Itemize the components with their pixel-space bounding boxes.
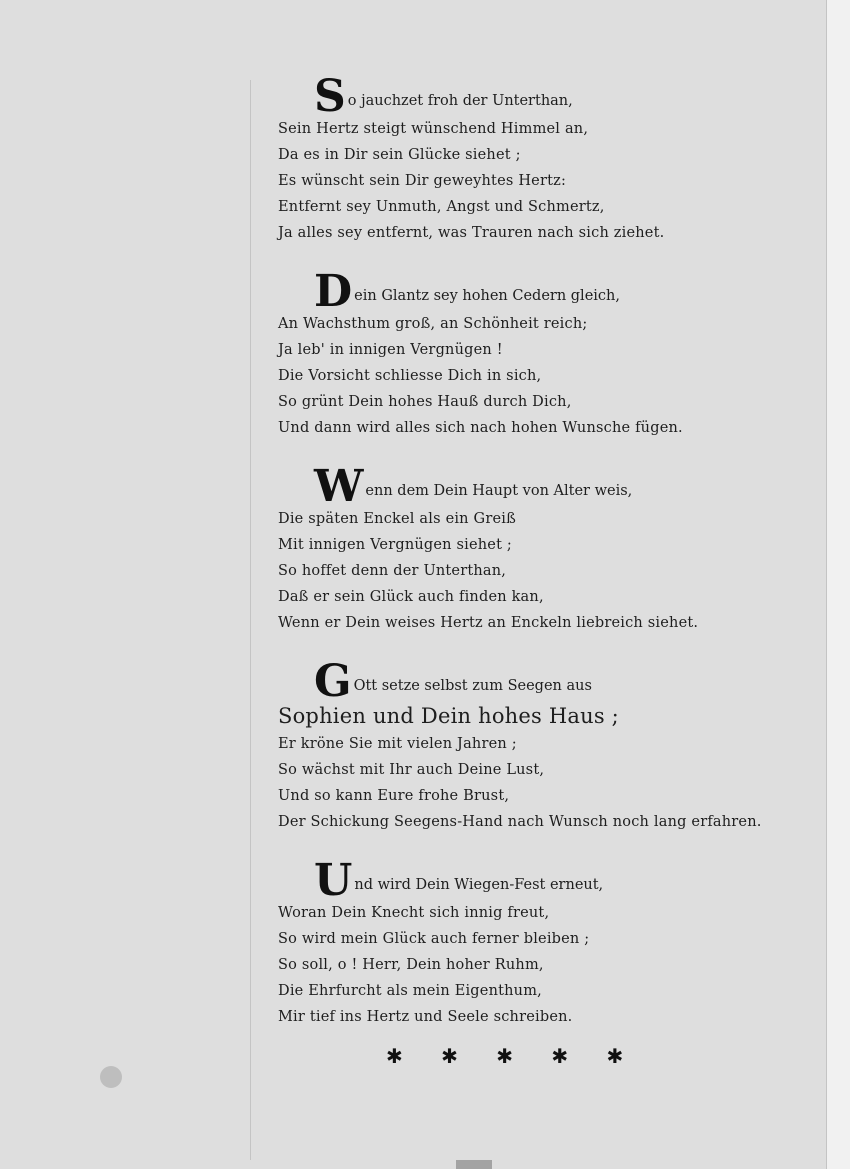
page-bottom-mark bbox=[456, 1160, 492, 1169]
verse-line: Daß er sein Glück auch finden kan, bbox=[278, 589, 544, 605]
verse-line: Mit innigen Vergnügen siehet ; bbox=[278, 537, 513, 553]
ornament-row: ✱ ✱ ✱ ✱ ✱ bbox=[386, 1044, 640, 1068]
stanza-3 bbox=[278, 461, 818, 636]
first-line-text: ein Glantz sey hohen Cedern gleich, bbox=[354, 288, 620, 304]
verse-line: So hoffet denn der Unterthan, bbox=[278, 563, 507, 579]
stanza-first-line bbox=[278, 71, 818, 122]
stanza-first-line bbox=[278, 461, 818, 512]
stanza-5 bbox=[278, 855, 818, 1030]
fold-line bbox=[250, 80, 251, 1160]
verse-line: Die Ehrfurcht als mein Eigenthum, bbox=[278, 983, 542, 999]
drop-cap-initial: W bbox=[314, 461, 364, 512]
drop-cap-initial: D bbox=[314, 266, 353, 317]
verse-line: Wenn er Dein weises Hertz an Enckeln liebreich siehet. bbox=[278, 615, 699, 631]
verse-line: So wächst mit Ihr auch Deine Lust, bbox=[278, 762, 545, 778]
verse-line: An Wachsthum groß, an Schönheit reich; bbox=[278, 316, 588, 332]
ink-smudge bbox=[100, 1066, 122, 1088]
verse-line: Die späten Enckel als ein Greiß bbox=[278, 511, 516, 527]
verse-line: So wird mein Glück auch ferner bleiben ; bbox=[278, 931, 590, 947]
first-line-text: o jauchzet froh der Unterthan, bbox=[347, 93, 573, 109]
verse-line: So grünt Dein hohes Hauß durch Dich, bbox=[278, 394, 572, 410]
verse-line: Sein Hertz steigt wünschend Himmel an, bbox=[278, 121, 589, 137]
drop-cap-initial: U bbox=[314, 855, 353, 906]
drop-cap-initial: S bbox=[314, 71, 346, 122]
verse-line: So soll, o ! Herr, Dein hoher Ruhm, bbox=[278, 957, 544, 973]
stanza-first-line bbox=[278, 266, 818, 317]
verse-line: Mir tief ins Hertz und Seele schreiben. bbox=[278, 1009, 573, 1025]
verse-line: Da es in Dir sein Glücke siehet ; bbox=[278, 147, 521, 163]
stanza-first-line bbox=[278, 855, 818, 906]
first-line-text: enn dem Dein Haupt von Alter weis, bbox=[365, 483, 633, 499]
verse-line: Und dann wird alles sich nach hohen Wunsche fügen. bbox=[278, 420, 683, 436]
verse-line: Ja leb' in innigen Vergnügen ! bbox=[278, 342, 503, 358]
stanza-first-line bbox=[278, 656, 818, 707]
verse-line: Ja alles sey entfernt, was Trauren nach sich ziehet. bbox=[278, 225, 665, 241]
stanza-1 bbox=[278, 71, 818, 246]
scanner-edge bbox=[826, 0, 850, 1169]
verse-line: Die Vorsicht schliesse Dich in sich, bbox=[278, 368, 542, 384]
verse-line-emphasized: Sophien und Dein hohes Haus ; bbox=[278, 704, 619, 728]
verse-line: Woran Dein Knecht sich innig freut, bbox=[278, 905, 550, 921]
first-line-text: Ott setze selbst zum Seegen aus bbox=[353, 678, 592, 694]
poem bbox=[278, 71, 818, 1069]
first-line-text: nd wird Dein Wiegen-Fest erneut, bbox=[354, 877, 604, 893]
stanza-2 bbox=[278, 266, 818, 441]
verse-line: Und so kann Eure frohe Brust, bbox=[278, 788, 510, 804]
verse-line: Es wünscht sein Dir geweyhtes Hertz: bbox=[278, 173, 567, 189]
stanza-4 bbox=[278, 656, 818, 835]
verse-line: Er kröne Sie mit vielen Jahren ; bbox=[278, 736, 517, 752]
drop-cap-initial: G bbox=[314, 656, 352, 707]
verse-line: Der Schickung Seegens-Hand nach Wunsch noch lang erfahren. bbox=[278, 814, 762, 830]
verse-line: Entfernt sey Unmuth, Angst und Schmertz, bbox=[278, 199, 605, 215]
